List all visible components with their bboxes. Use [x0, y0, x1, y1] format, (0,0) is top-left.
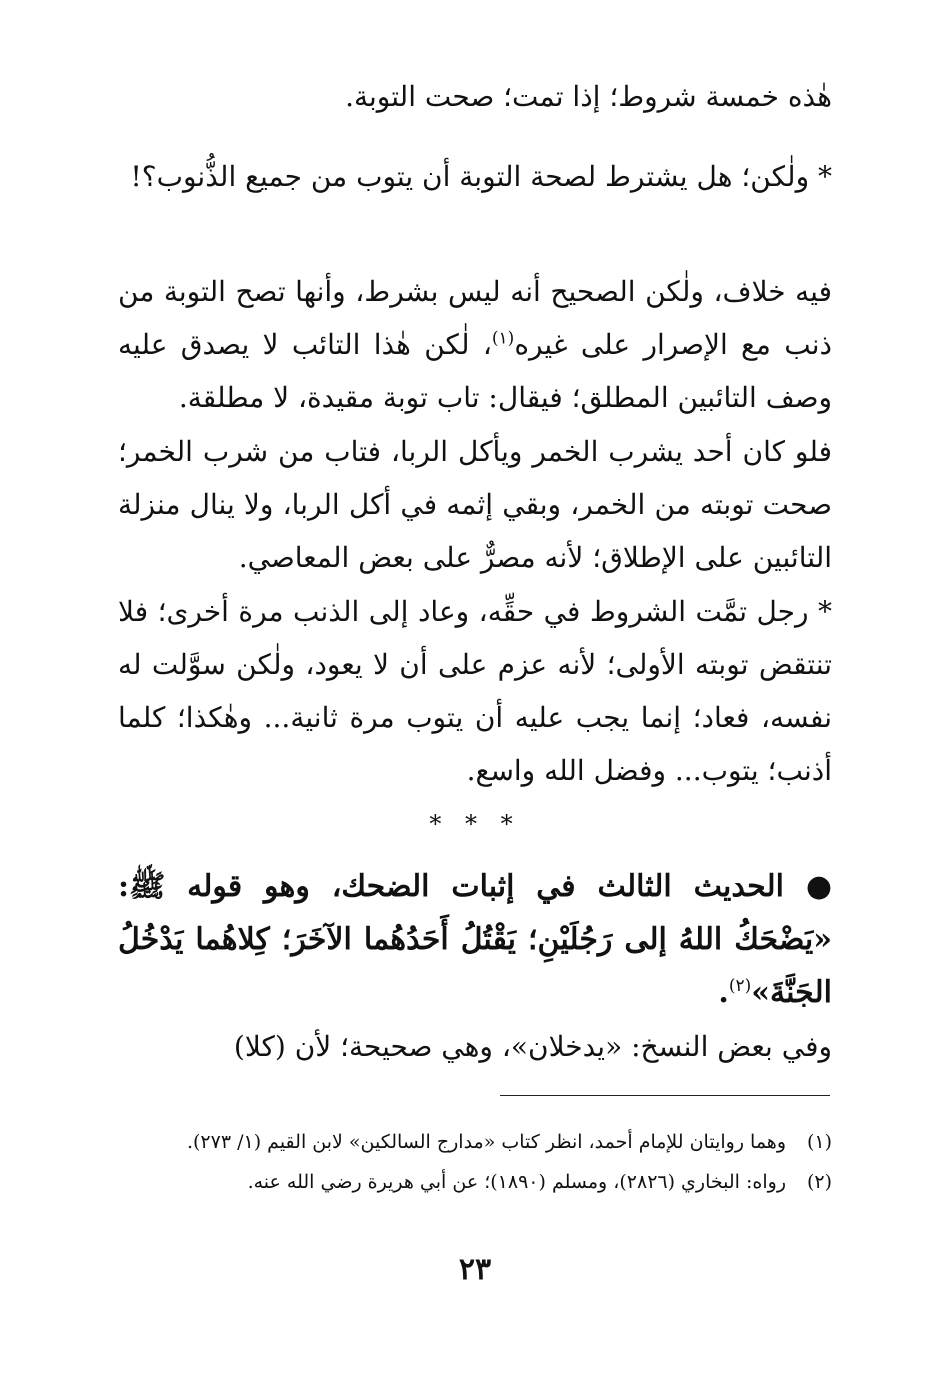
paragraph-text: فيه خلاف، ولٰكن الصحيح أنه ليس بشرط، وأنها تصح التوبة من ذنب مع الإصرار على غيره — [118, 275, 832, 361]
paragraph-question-all-sins — [118, 150, 832, 203]
section-separator: * * * — [429, 810, 521, 838]
footnote-text: رواه: البخاري (٢٨٢٦)، ومسلم (١٨٩٠)؛ عن أبي هريرة رضي الله عنه. — [247, 1171, 786, 1193]
footnote-text: وهما روايتان للإمام أحمد، انظر كتاب «مدارج السالكين» لابن القيم (١/ ٢٧٣). — [186, 1131, 786, 1153]
hadith-text-end: . — [718, 975, 729, 1010]
paragraph-text: * ولٰكن؛ هل يشترط لصحة التوبة أن يتوب من جميع الذُّنوب؟! — [130, 160, 832, 193]
footnote-number: (١) — [806, 1131, 832, 1153]
footnote-reference-1[interactable]: (١) — [491, 328, 515, 349]
footnote-1 — [118, 1122, 832, 1162]
paragraph-conditions-summary — [118, 70, 832, 123]
paragraph-other-copies — [118, 1020, 832, 1073]
hadith-heading — [118, 860, 832, 1019]
footnote-divider — [500, 1095, 830, 1096]
paragraph-repeated-sin — [118, 585, 832, 797]
paragraph-text: ، لٰكن هٰذا التائب لا يصدق عليه وصف التائبين المطلق؛ فيقال: تاب توبة مقيدة، لا مطلقة. — [118, 328, 832, 414]
page-number: ٢٣ — [458, 1252, 492, 1287]
footnote-2 — [118, 1162, 832, 1202]
paragraph-disagreement — [118, 265, 832, 424]
hadith-text: ● الحديث الثالث في إثبات الضحك، وهو قوله ﷺ: «يَضْحَكُ اللهُ إلى رَجُلَيْنِ؛ يَقْتُلُ أَحَدُهُما الآخَرَ؛ كِلاهُما يَدْخُلُ الجَنَّةَ» — [118, 869, 832, 1010]
paragraph-text: وفي بعض النسخ: «يدخلان»، وهي صحيحة؛ لأن (كلا) — [233, 1030, 832, 1063]
footnote-number: (٢) — [806, 1171, 832, 1193]
paragraph-example-wine-usury — [118, 425, 832, 584]
paragraph-text: هٰذه خمسة شروط؛ إذا تمت؛ صحت التوبة. — [345, 80, 832, 113]
paragraph-text: * رجل تمَّت الشروط في حقِّه، وعاد إلى الذنب مرة أخرى؛ فلا تنتقض توبته الأولى؛ لأنه عزم على أن لا يعود، ولٰكن سوَّلت له نفسه، فعاد؛ إنما يجب عليه أن يتوب مرة ثانية... وهٰكذا؛ كلما أذنب؛ يتوب... وفضل الله واسع. — [118, 595, 833, 787]
footnotes — [118, 1122, 832, 1202]
footnote-reference-2[interactable]: (٢) — [728, 976, 752, 996]
paragraph-text: فلو كان أحد يشرب الخمر ويأكل الربا، فتاب من شرب الخمر؛ صحت توبته من الخمر، وبقي إثمه في أكل الربا، ولا ينال منزلة التائبين على الإطلاق؛ لأنه مصرٌّ على بعض المعاصي. — [118, 435, 832, 574]
